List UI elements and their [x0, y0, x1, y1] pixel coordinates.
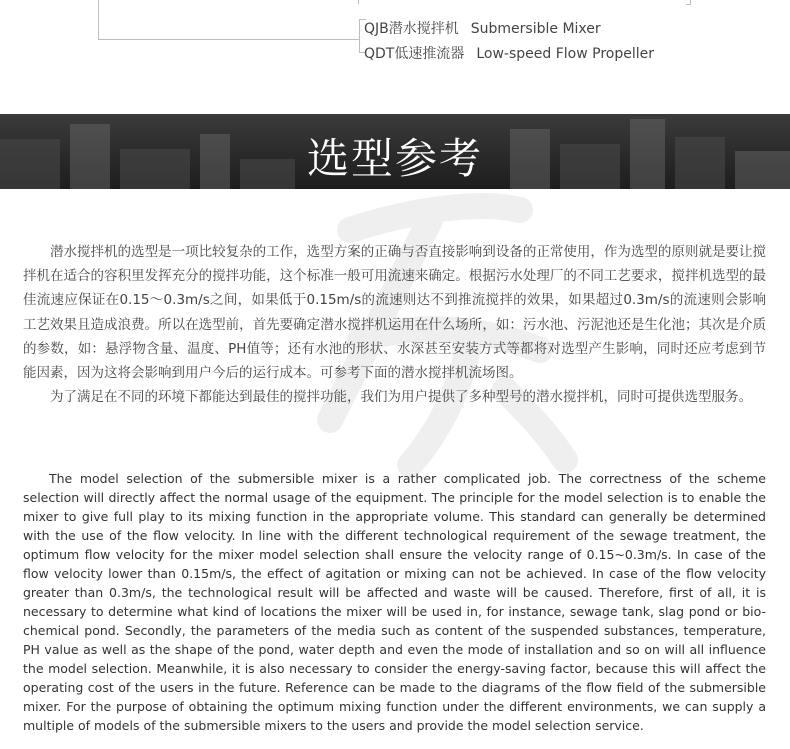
tree-item-en-label: Low-speed Flow Propeller	[476, 46, 654, 62]
tree-item-cn-label: QDT低速推流器	[364, 46, 465, 62]
tree-item-submersible-mixer[interactable]	[364, 18, 601, 38]
product-tree	[0, 0, 790, 70]
chinese-description	[23, 240, 766, 409]
tree-item-cn-label: QJB潜水搅拌机	[364, 21, 459, 37]
english-description	[23, 469, 766, 735]
chinese-paragraph-2: 为了满足在不同的环境下都能达到最佳的搅拌功能，我们为用户提供了多种型号的潜水搅拌机，同时可提供选型服务。	[50, 389, 752, 406]
tree-connector-stub-right	[686, 0, 691, 5]
english-paragraph: The model selection of the submersible mixer is a rather complicated job. The correctness of the scheme selection will directly affect the normal usage of the equipment. The principle for the model selection is to enable the mixer to give full play to its mixing function in the appropriate volume. This standard can generally be determined with the use of the flow velocity. In line with the different technological requirement of the sewage treatment, the optimum flow velocity for the mixer model selection shall ensure the velocity range of 0.15~0.3m/s. In case of the flow velocity lower than 0.15m/s, the effect of agitation or mixing can not be achieved. In case of the flow velocity greater than 0.3m/s, the technological result will be affected and waste will be caused. Therefore, first of all, it is necessary to determine what kind of locations the mixer will be used in, for instance, sewage tank, slag pond or bio-chemical pond. Secondly, the parameters of the media such as content of the suspended substances, temperature, PH value as well as the shape of the pond, water depth and even the mode of installation and so on will all influence the model selection. Meanwhile, it is also necessary to consider the energy-saving factor, because this will affect the operating cost of the users in the future. Reference can be made to the diagrams of the flow field of the submersible mixer. For the purpose of obtaining the optimum mixing function under the different environments, we can supply a multiple of models of the submersible mixers to the users and provide the model selection service.	[23, 471, 766, 733]
tree-connector-stub	[358, 0, 359, 4]
tree-item-en-label: Submersible Mixer	[470, 21, 601, 37]
section-banner	[0, 114, 790, 189]
section-title: 选型参考	[306, 134, 483, 183]
chinese-paragraph-1: 潜水搅拌机的选型是一项比较复杂的工作，选型方案的正确与否直接影响到设备的正常使用，作为选型的原则就是要让搅拌机在适合的容积里发挥充分的搅拌功能，这个标准一般可用流速来确定。根据污水处理厂的不同工艺要求，搅拌机选型的最佳流速应保证在0.15～0.3m/s之间，如果低于0.15m/s的流速则达不到推流搅拌的效果，如果超过0.3m/s的流速则会影响工艺效果且造成浪费。所以在选型前，首先要确定潜水搅拌机运用在什么场所，如：污水池、污泥池还是生化池；其次是介质的参数，如：悬浮物含量、温度、PH值等；还有水池的形状、水深甚至安装方式等都将对选型产生影响，同时还应考虑到节能因素，因为这将会影响到用户今后的运行成本。可参考下面的潜水搅拌机流场图。	[23, 244, 766, 382]
tree-connector-vertical	[98, 0, 99, 40]
tree-connector-horizontal	[98, 39, 360, 40]
tree-item-flow-propeller[interactable]	[364, 43, 654, 63]
